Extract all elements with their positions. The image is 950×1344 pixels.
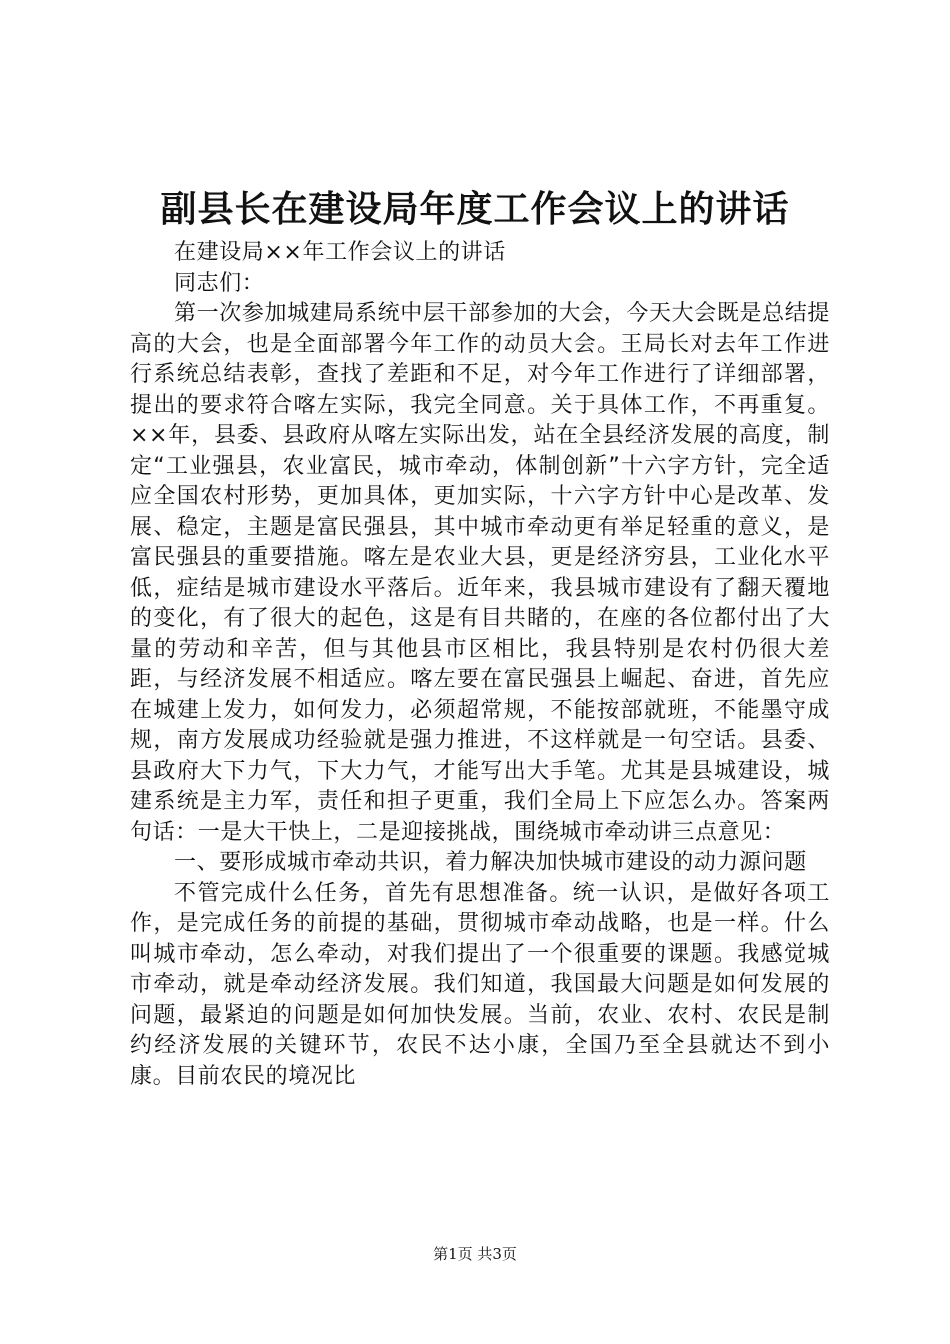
paragraph-salutation: 同志们： [174, 270, 265, 296]
page-footer: 第1页 共3页 [433, 1245, 517, 1263]
paragraph-subtitle: 在建设局××年工作会议上的讲话 [174, 240, 506, 265]
paragraph-opening: 第一次参加城建局系统中层干部参加的大会，今天大会既是总结提高的大会，也是全面部署今年工作的动员大会。王局长对去年工作进行系统总结表彰，查找了差距和不足，对今年工作进行了详细部署，提出的要求符合喀左实际，我完全同意。关于具体工作，不再重复。××年，县委、县政府从喀左实际出发，站在全县经济发展的高度，制定“工业强县，农业富民，城市牵动，体制创新”十六字方针，完全适应全国农村形势，更加具体，更加实际，十六字方针中心是改革、发展、稳定，主题是富民强县，其中城市牵动更有举足轻重的意义，是富民强县的重要措施。喀左是农业大县，更是经济穷县，工业化水平低，症结是城市建设水平落后。近年来，我县城市建设有了翻天覆地的变化，有了很大的起色，这是有目共睹的，在座的各位都付出了大量的劳动和辛苦，但与其他县市区相比，我县特别是农村仍很大差距，与经济发展不相适应。喀左要在富民强县上崛起、奋进，首先应在城建上发力，如何发力，必须超常规，不能按部就班，不能墨守成规，南方发展成功经验就是强力推进，不这样就是一句空话。县委、县政府大下力气，下大力气，才能写出大手笔。尤其是县城建设，城建系统是主力军，责任和担子更重，我们全局上下应怎么办。答案两句话：一是大干快上，二是迎接挑战，围绕城市牵动讲三点意见： [130, 301, 830, 845]
paragraph-section-1-body: 不管完成什么任务，首先有思想准备。统一认识，是做好各项工作，是完成任务的前提的基础，贯彻城市牵动战略，也是一样。什么叫城市牵动，怎么牵动，对我们提出了一个很重要的课题。我感觉城市牵动，就是牵动经济发展。我们知道，我国最大问题是如何发展的问题，最紧迫的问题是如何加快发展。当前，农业、农村、农民是制约经济发展的关键环节，农民不达小康，全国乃至全县就达不到小康。目前农民的境况比 [130, 880, 830, 1089]
document-body [130, 238, 830, 1092]
document-title: 副县长在建设局年度工作会议上的讲话 [160, 188, 790, 230]
paragraph-section-heading-1: 一、要形成城市牵动共识，着力解决加快城市建设的动力源问题 [174, 850, 807, 875]
